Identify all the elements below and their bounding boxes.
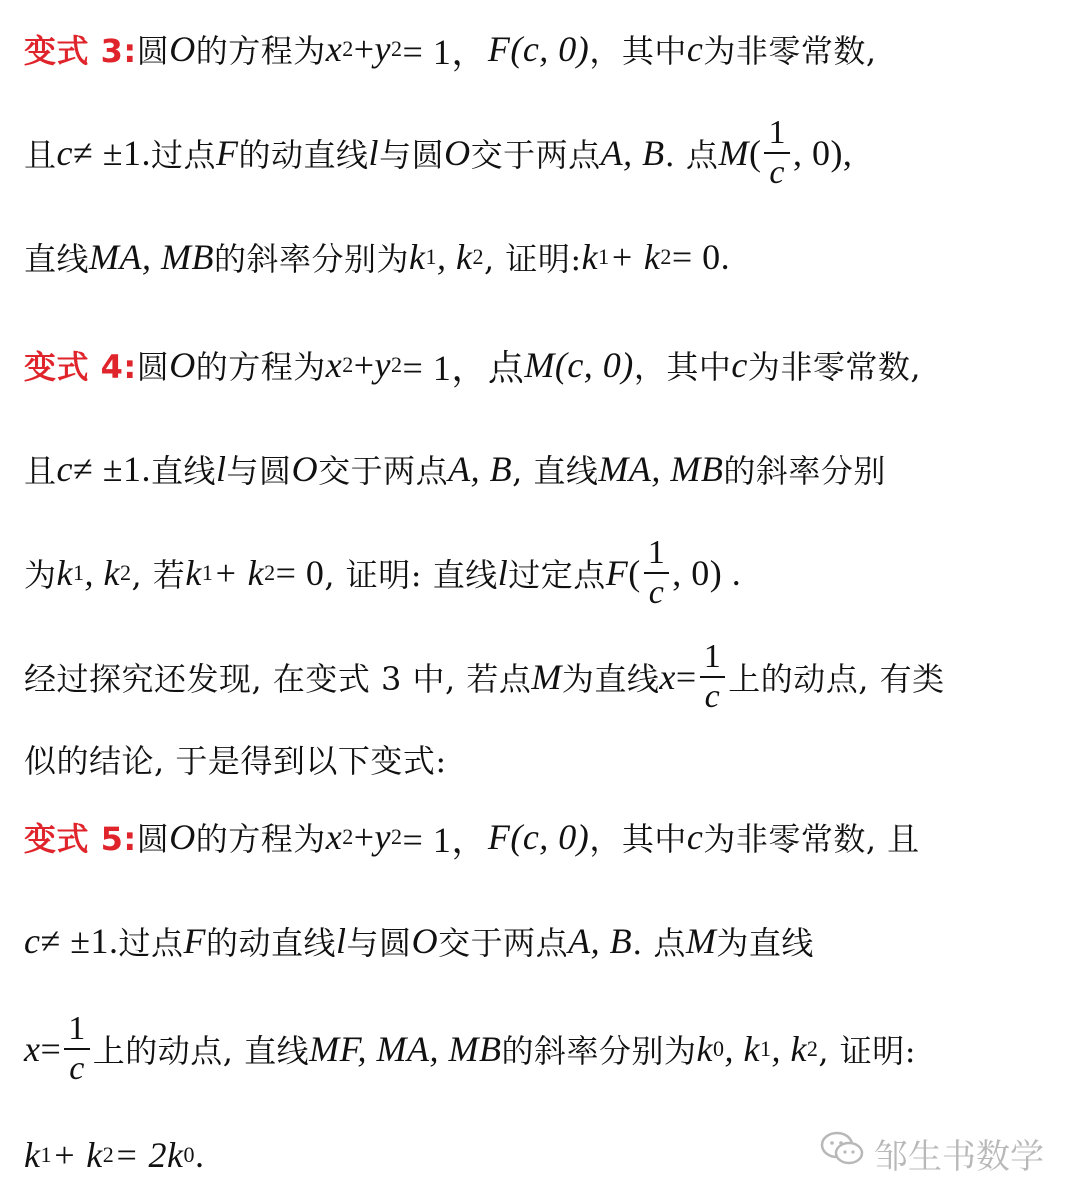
v5-subscript: 1 [759, 1036, 772, 1061]
v4-text: 交于两点 [318, 452, 449, 490]
v4-symbol: F [605, 553, 629, 593]
fraction-denominator: c [769, 154, 785, 191]
v4-text: 圆 [136, 348, 170, 386]
v3-symbol: + [353, 29, 375, 69]
v5-symbol: y [374, 817, 392, 857]
v3-symbol: c [56, 133, 73, 173]
v4-symbol: ( [628, 553, 641, 593]
v3-symbol: MA, MB [89, 237, 214, 277]
v3-symbol: M [718, 133, 749, 173]
v4-symbol: MA, MB [598, 449, 724, 489]
fraction-denominator: c [69, 1050, 85, 1087]
v4-symbol: , k [84, 553, 120, 593]
v4-symbol: (c, 0) [554, 345, 634, 385]
v4-symbol: + k [213, 553, 265, 593]
v5-symbol: + k [51, 1135, 103, 1175]
discovery-symbol: M [531, 657, 562, 697]
v3-symbol: + k [609, 237, 661, 277]
v4-symbol: c [731, 345, 748, 385]
v4-text: 且 [24, 452, 57, 490]
v4-symbol: O [291, 449, 319, 489]
v5-symbol: A, B [568, 921, 633, 961]
v3-symbol: = 0. [671, 237, 731, 277]
watermark [820, 1129, 1044, 1178]
v4-text: 为 [24, 556, 57, 594]
v3-symbol: O [444, 133, 471, 173]
fraction-numerator: 1 [703, 638, 722, 675]
v3-symbol: O [169, 29, 196, 69]
v3-text: 的方程为 [195, 32, 326, 70]
v3-symbol: k [409, 237, 426, 277]
v5-symbol: MF, MA, MB [309, 1029, 502, 1069]
v4-symbol: A, B [448, 449, 513, 489]
variant5-line1 [24, 802, 1066, 872]
v5-subscript: 1 [40, 1142, 52, 1167]
v4-text: 直线 [151, 452, 217, 490]
v4-text: ，其中 [633, 348, 732, 386]
v3-subscript: 1 [425, 244, 437, 269]
v4-superscript: 2 [342, 352, 354, 377]
v5-symbol: k [696, 1029, 713, 1069]
v5-text: 为非零常数, 且 [703, 820, 920, 858]
v4-text: , 若 [131, 556, 186, 594]
v4-text: 的斜率分别 [723, 452, 886, 490]
v3-symbol: F [216, 133, 239, 173]
v3-superscript: 2 [342, 36, 354, 61]
v3-symbol: k [581, 237, 599, 277]
v5-symbol: c [24, 921, 41, 961]
v4-text: 与圆 [226, 452, 292, 490]
v3-symbol: ( [748, 133, 762, 173]
v5-text: ，其中 [589, 820, 687, 858]
v3-text: 与圆 [379, 136, 445, 174]
v4-symbol: l [497, 553, 509, 593]
fraction-numerator: 1 [768, 114, 786, 151]
v3-text: 过点 [151, 136, 217, 174]
fraction-numerator: 1 [647, 534, 666, 571]
v3-text: ，其中 [589, 32, 687, 70]
fraction-denominator: c [704, 678, 721, 715]
v4-symbol: k [185, 553, 202, 593]
v5-symbol: c [686, 817, 704, 857]
v5-symbol: = [40, 1029, 62, 1069]
v5-symbol: = 1， [402, 819, 488, 860]
v4-symbol: = 0 [275, 553, 325, 593]
v3-text: , 证明: [483, 240, 582, 278]
v4-subscript: 2 [119, 560, 132, 585]
v4-subscript: 1 [73, 560, 85, 585]
v4-symbol: y [374, 345, 392, 385]
v5-subscript: 0 [183, 1142, 196, 1167]
fraction-one-over-c [764, 116, 790, 190]
v5-subscript: 2 [806, 1036, 819, 1061]
v3-symbol: x [325, 29, 343, 69]
variant5-line3 [24, 1010, 1066, 1087]
variant3-line2 [24, 114, 1066, 191]
v5-text: 的斜率分别为 [501, 1032, 697, 1070]
v5-symbol: = 2k [114, 1135, 184, 1175]
variant3-line1 [24, 14, 1066, 84]
v3-text: 直线 [24, 240, 90, 278]
fraction-numerator: 1 [68, 1010, 86, 1047]
v3-text: 圆 [136, 32, 170, 70]
v3-symbol: y [374, 29, 392, 69]
v3-symbol: l [368, 133, 380, 173]
v5-symbol: x [325, 817, 343, 857]
v3-symbol: c [686, 29, 704, 69]
v5-subscript: 2 [102, 1142, 115, 1167]
v5-subscript: 0 [712, 1036, 725, 1061]
v5-symbol: F [183, 921, 207, 961]
watermark-text: 邹生书数学 [874, 1137, 1044, 1177]
fraction-one-over-c [700, 640, 726, 714]
v4-symbol: k [56, 553, 73, 593]
v3-subscript: 1 [598, 244, 610, 269]
v4-symbol: x [325, 345, 343, 385]
v3-symbol: (c, 0) [510, 29, 590, 69]
discovery-text: 为直线 [561, 660, 660, 698]
v5-symbol: + [353, 817, 375, 857]
v5-text: 交于两点 [438, 924, 569, 962]
discovery-text: 经过探究还发现, 在变式 3 中, 若点 [24, 660, 532, 698]
v4-symbol: = 1，点 [402, 347, 525, 388]
v5-text: 的方程为 [195, 820, 326, 858]
v5-superscript: 2 [342, 824, 354, 849]
variant4-line1 [24, 330, 1066, 400]
v5-symbol: . [195, 1135, 205, 1175]
v4-symbol: + [353, 345, 375, 385]
v4-symbol: O [169, 345, 196, 385]
v5-symbol: O [169, 817, 196, 857]
v4-text: 为非零常数, [747, 348, 921, 386]
variant5-line2 [24, 906, 1066, 976]
v4-symbol: c [56, 449, 73, 489]
discovery-text: 似的结论, 于是得到以下变式: [24, 742, 447, 780]
v5-text: . 点 [632, 924, 686, 962]
v4-subscript: 1 [201, 560, 214, 585]
v3-subscript: 2 [472, 244, 484, 269]
v5-symbol: k [24, 1135, 41, 1175]
v3-symbol: , k [436, 237, 473, 277]
v3-text: 的斜率分别为 [213, 240, 409, 278]
fraction-one-over-c [644, 536, 670, 610]
v5-symbol: ≠ ±1. [40, 921, 119, 961]
v5-symbol: (c, 0) [510, 817, 590, 857]
variant5-label: 变式 5: [24, 820, 137, 858]
v3-symbol: A, B [600, 133, 665, 173]
v3-text: 为非零常数, [703, 32, 877, 70]
v5-text: 为直线 [716, 924, 814, 962]
v4-symbol: , 0) . [672, 553, 742, 593]
v5-symbol: M [685, 921, 717, 961]
variant4-line2 [24, 434, 1066, 504]
variant3-line3 [24, 222, 1066, 292]
v3-text: 交于两点 [470, 136, 601, 174]
v4-text: 过定点 [508, 556, 606, 594]
v4-superscript: 2 [391, 352, 403, 377]
variant3-label: 变式 3: [24, 32, 137, 70]
fraction-one-over-c [64, 1012, 90, 1086]
v5-symbol: F [487, 817, 511, 857]
v3-symbol: = 1， [402, 31, 488, 72]
v5-text: 圆 [136, 820, 170, 858]
v5-symbol: , k [724, 1029, 760, 1069]
v5-symbol: l [336, 921, 347, 961]
v5-text: 上的动点, 直线 [92, 1032, 310, 1070]
v3-symbol: , 0), [792, 133, 853, 173]
v4-subscript: 2 [264, 560, 276, 585]
v3-symbol: ≠ ±1. [73, 133, 152, 173]
v4-symbol: M [524, 345, 555, 385]
v3-text: 的动直线 [238, 136, 369, 174]
discovery-text: 上的动点, 有类 [728, 660, 945, 698]
discovery-line2 [24, 724, 1066, 794]
discovery-symbol: x [659, 657, 676, 697]
v5-symbol: x [24, 1029, 41, 1069]
v5-symbol: , k [771, 1029, 807, 1069]
v4-text: , 证明: 直线 [324, 556, 498, 594]
variant4-label: 变式 4: [24, 348, 137, 386]
wechat-icon [820, 1130, 864, 1177]
discovery-symbol: = [675, 657, 697, 697]
v5-text: 的动直线 [206, 924, 337, 962]
v5-text: 过点 [118, 924, 184, 962]
v5-text: 与圆 [346, 924, 412, 962]
v3-superscript: 2 [391, 36, 403, 61]
v3-subscript: 2 [660, 244, 672, 269]
discovery-line1 [24, 638, 1066, 715]
v5-text: , 证明: [818, 1032, 917, 1070]
v3-text: . 点 [664, 136, 719, 174]
v5-symbol: O [411, 921, 439, 961]
v4-text: , 直线 [512, 452, 599, 490]
fraction-denominator: c [648, 574, 665, 611]
variant4-line3 [24, 534, 1066, 611]
v5-superscript: 2 [391, 824, 403, 849]
v4-text: 的方程为 [195, 348, 326, 386]
v4-symbol: ≠ ±1. [73, 449, 152, 489]
v3-symbol: F [487, 29, 511, 69]
v3-text: 且 [24, 136, 57, 174]
v4-symbol: l [216, 449, 227, 489]
